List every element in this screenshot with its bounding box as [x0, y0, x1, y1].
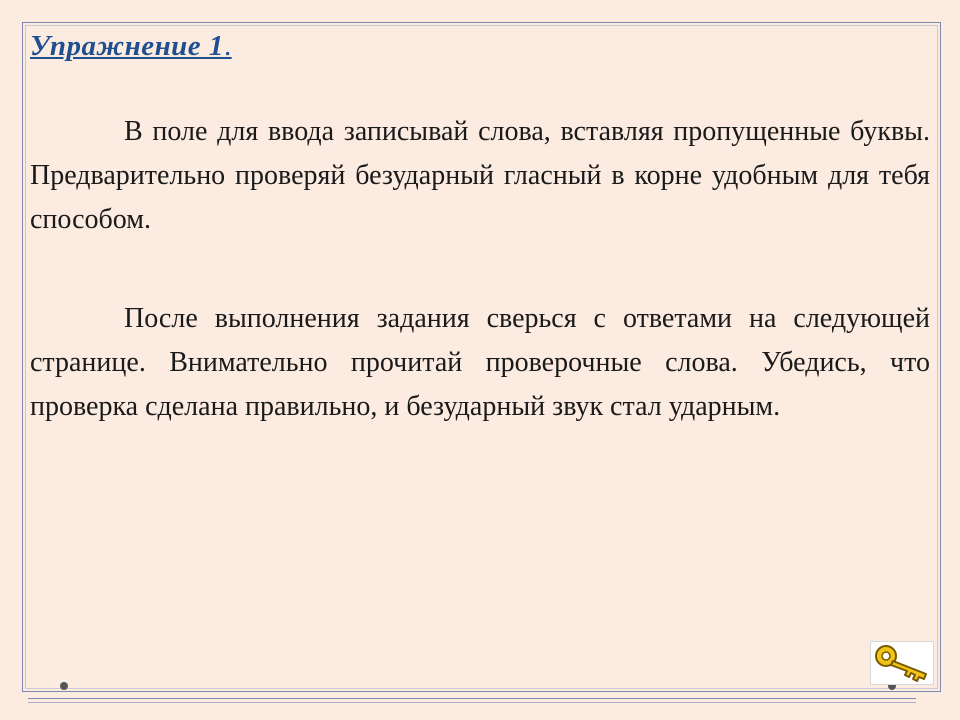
- left-dot-ornament: [60, 682, 68, 690]
- exercise-title: [30, 30, 232, 63]
- instruction-paragraph-1: [30, 110, 930, 242]
- instruction-text-2: После выполнения задания сверься с ответами на следующей странице. Внимательно прочитай проверочные слова. Убедись, что проверка сделана правильно, и безударный звук стал ударным.: [30, 303, 930, 422]
- exercise-title-dot: .: [223, 30, 232, 62]
- instruction-text-1: В поле для ввода записывай слова, вставляя пропущенные буквы. Предварительно проверяй безударный гласный в корне удобным для тебя способом.: [30, 116, 930, 235]
- key-button[interactable]: [870, 641, 934, 685]
- bottom-divider: [28, 698, 916, 699]
- exercise-title-text: Упражнение 1: [30, 30, 224, 62]
- instruction-paragraph-2: [30, 297, 930, 429]
- key-icon: [871, 642, 933, 684]
- bottom-divider-secondary: [28, 702, 916, 703]
